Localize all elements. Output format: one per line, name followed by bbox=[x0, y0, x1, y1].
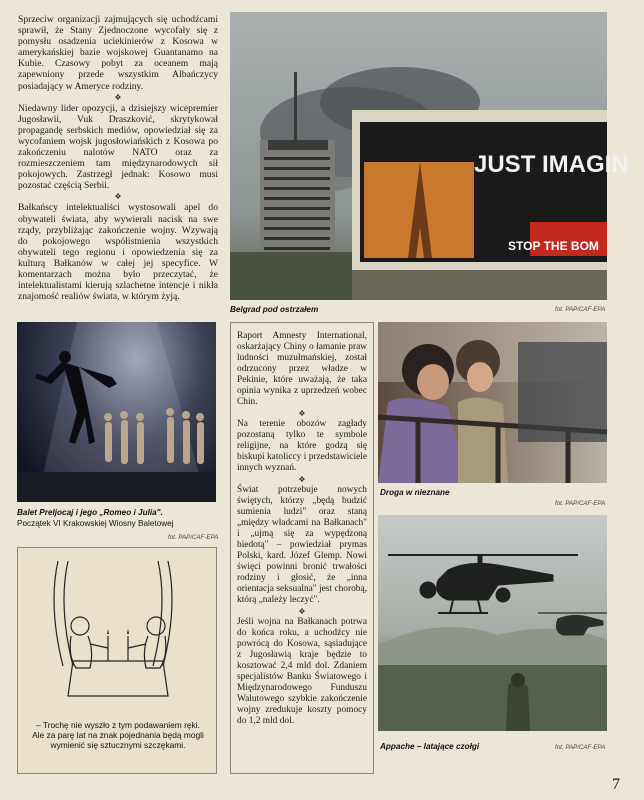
billboard-slogan: STOP THE BOM bbox=[508, 239, 599, 253]
paragraph-guantanamo: Sprzeciw organizacji zajmujących się uchodźcami sprawił, że Stany Zjednoczone wycofały się z pomysłu osadzenia uciekinierów z Kosowa w amerykańskiej bazie wojskowej Guantanamo na Kubie. Czasowy pobyt za oceanem mają zapewniony przede wszystkim Albańczycy posiadający w Ameryce rodziny. bbox=[18, 14, 218, 92]
paragraph-draszkovic: Niedawny lider opozycji, a dzisiejszy wicepremier Jugosławii, Vuk Draszković, skrytykował propagandę serbskich mediów, opowiedział się za wycofaniem wojsk jugosłowiańskich z Kosowa po zakończeniu nalotów NATO oraz za rozmieszczeniem tam międzynarodowych sił pokojowych. Zastrzegł jednak: Kosowo musi pozostać częścią Serbii. bbox=[18, 102, 218, 192]
helicopters-caption: Appache – latające czołgi bbox=[380, 742, 480, 751]
separator-diamond: ❖ bbox=[298, 607, 306, 616]
refugees-caption: Droga w nieznane bbox=[380, 488, 450, 497]
helicopters-credit: fot. PAP/CAF-EPA bbox=[555, 744, 606, 751]
refugees-photo bbox=[378, 322, 607, 483]
ballet-photo bbox=[17, 322, 216, 502]
belgrade-scene-illustration bbox=[230, 12, 629, 300]
ballet-scene-illustration bbox=[17, 322, 216, 502]
cartoon-panel bbox=[17, 547, 217, 774]
belgrade-photo bbox=[230, 12, 629, 300]
ballet-credit: fot. PAP/CAF-EPA bbox=[168, 534, 219, 541]
separator-diamond: ❖ bbox=[298, 409, 306, 418]
paragraph-amnesty: Raport Amnesty International, oskarżający Chiny o łamanie praw ludności muzułmańskiej, został odrzucony przez władze w Pekinie, które uważają, że taka opinia wynika z uprzedzeń wobec Chin. bbox=[237, 331, 367, 407]
cartoon-caption: – Trochę nie wyszło z tym podawaniem ręki. Ale za parę lat na znak pojednania będą mogli wymienić się sztucznymi szczękami. bbox=[32, 720, 204, 751]
belgrade-caption: Belgrad pod ostrzałem bbox=[230, 305, 319, 314]
belgrade-credit: fot. PAP/CAF-EPA bbox=[555, 306, 606, 313]
paragraph-war-costs: Jeśli wojna na Bałkanach potrwa do końca roku, a uchodźcy nie powrócą do Kosowa, sąsiadujące z Jugosławią kraje będzie to kosztować 2,4 mld dol. Zdaniem specjalistów Banku Światowego i Międzynarodowego Funduszu Walutowego szybkie zakończenie wojny zredukuje koszty pomocy do 1,2 mld dol. bbox=[237, 617, 367, 726]
ballet-caption: Balet Preljocaj i jego „Romeo i Julia". bbox=[17, 508, 163, 517]
ballet-subcaption: Początek VI Krakowskiej Wiosny Baletowej bbox=[17, 519, 174, 528]
separator-diamond: ❖ bbox=[114, 192, 122, 202]
separator-diamond: ❖ bbox=[114, 92, 122, 102]
helicopters-photo bbox=[378, 515, 607, 731]
billboard-headline: JUST IMAGIN bbox=[474, 151, 629, 178]
refugees-scene-illustration bbox=[378, 322, 607, 483]
helicopters-scene-illustration bbox=[378, 515, 607, 731]
paragraph-glemp: Świat potrzebuje nowych świętych, którzy „będą budzić sumienia ludzi" oraz staną „między władcami na Bałkanach" i „ujmą się za wypędzoną biedotą" – powiedział prymas Polski, kard. Józef Glemp. Nowi święci powinni bronić trwałości rodziny i głosić, że „inna orientacja seksualna" jest chorobą, którą „należy leczyć". bbox=[237, 485, 367, 605]
separator-diamond: ❖ bbox=[298, 475, 306, 484]
middle-article-panel bbox=[230, 322, 374, 774]
paragraph-camps: Na terenie obozów zagłady pozostaną tylko te symbole religijne, na które godzą się biskupi katoliccy i przedstawiciele innych wyznań. bbox=[237, 419, 367, 473]
refugees-credit: fot. PAP/CAF-EPA bbox=[555, 500, 606, 507]
cartoon-illustration bbox=[18, 556, 216, 706]
page-number: 7 bbox=[612, 776, 620, 793]
middle-article-column bbox=[237, 331, 367, 727]
paragraph-intellectuals: Bałkańscy intelektualiści wystosowali apel do obywateli świata, aby wywierali nacisk na swe rządy, przybliżając zakończenie wojny. Wzywają do pokojowego współistnienia wszystkich obywateli tego regionu i opowiedzenia się za kulturą Bałkanów w całej jej specyfice. W komentarzach można było przeczytać, że intelektualistami kierują szlachetne intencje i nikła znajomość realiów świata, w którym żyją. bbox=[18, 202, 218, 303]
left-article-column bbox=[18, 14, 218, 302]
